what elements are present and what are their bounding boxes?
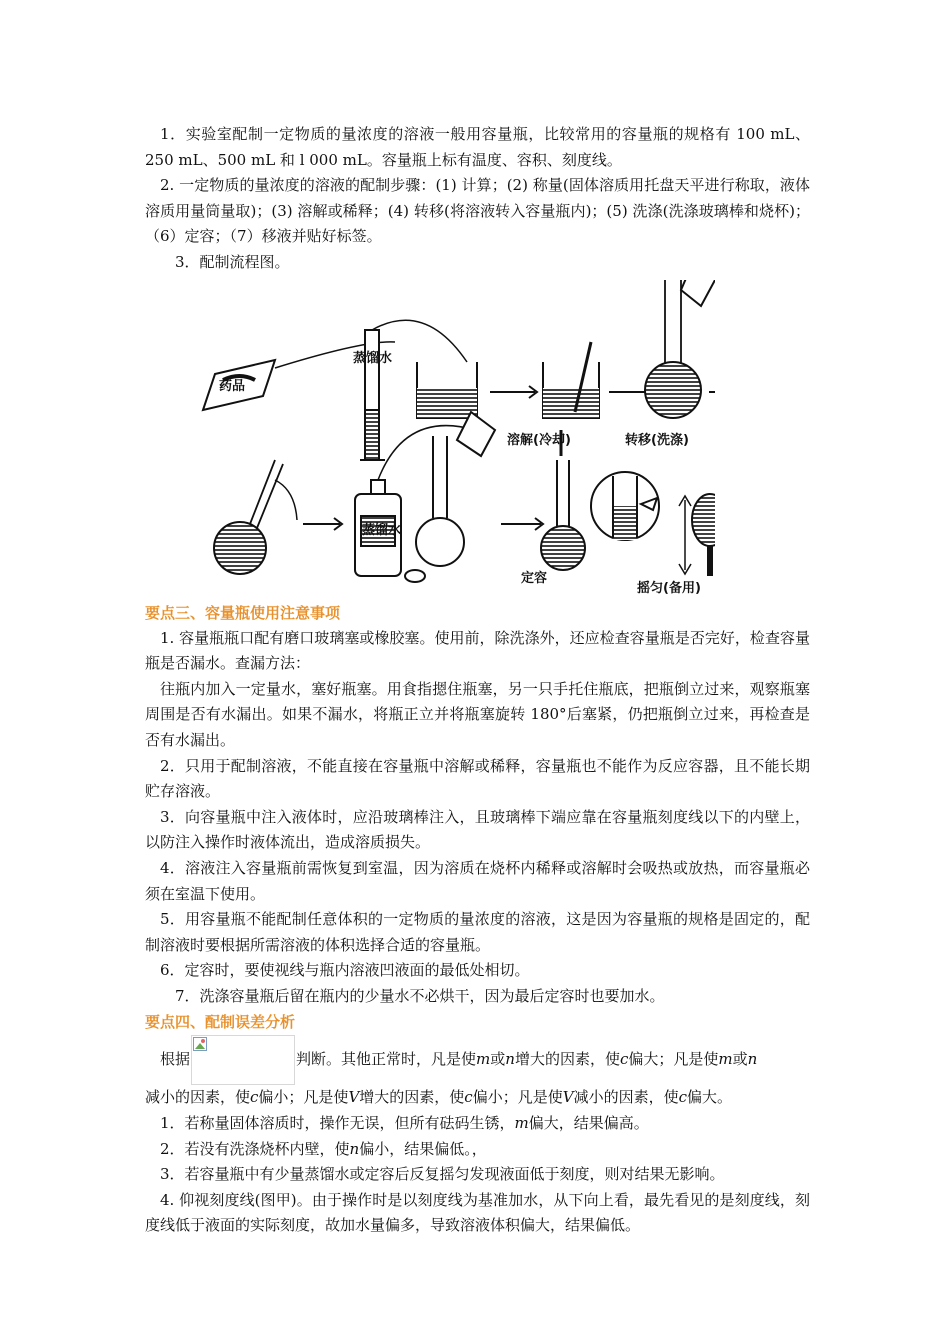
intro-paragraph-1: 1．实验室配制一定物质的量浓度的溶液一般用容量瓶，比较常用的容量瓶的规格有 100 mL、250 mL、500 mL 和 l 000 mL。容量瓶上标有温度、容积、刻度线。 bbox=[145, 125, 810, 169]
lead-text-a: 根据 bbox=[160, 1050, 191, 1069]
section4-lead: 根据 判断。其他正常时，凡是使m或n增大的因素，使c偏大；凡是使m或n bbox=[145, 1035, 810, 1085]
section3-item-3: 3．向容量瓶中注入液体时，应沿玻璃棒注入，且玻璃棒下端应靠在容量瓶刻度线以下的内壁上，以防注入操作时液体流出，造成溶质损失。 bbox=[145, 807, 810, 852]
intro-paragraph-2: 2. 一定物质的量浓度的溶液的配制步骤：(1) 计算；(2) 称量(固体溶质用托盘天平进行称取，液体溶质用量筒量取)；(3) 溶解或稀释；(4) 转移(将溶液转入容量瓶内)；(5) 洗涤(洗涤玻璃棒和烧杯)；（6）定容；（7）移液并贴好标签。 bbox=[145, 176, 810, 246]
formula-image bbox=[191, 1035, 295, 1085]
section4-lead-cont: 减小的因素，使c偏小；凡是使V增大的因素，使c偏小；凡是使V减小的因素，使c偏大。 bbox=[145, 1088, 732, 1107]
section3-item-1: 1. 容量瓶瓶口配有磨口玻璃塞或橡胶塞。使用前，除洗涤外，还应检查容量瓶是否完好，检查容量瓶是否漏水。查漏方法： bbox=[145, 628, 810, 673]
section3-item-5: 5．用容量瓶不能配制任意体积的一定物质的量浓度的溶液，这是因为容量瓶的规格是固定的，配制溶液时要根据所需溶液的体积选择合适的容量瓶。 bbox=[145, 910, 810, 954]
label-distilled-water: 蒸馏水 bbox=[353, 350, 393, 366]
label-set-volume: 定容 bbox=[521, 570, 548, 586]
meniscus-detail bbox=[591, 472, 659, 540]
section3-item-1-method: 往瓶内加入一定量水，塞好瓶塞。用食指摁住瓶塞，另一只手托住瓶底，把瓶倒立过来，观察瓶塞周围是否有水漏出。如果不漏水，将瓶正立并将瓶塞旋转 180°后塞紧，仍把瓶倒立过来，再检查是否有水漏出。 bbox=[145, 679, 810, 749]
label-shake: 摇匀(备用) bbox=[637, 580, 701, 596]
section4-item-4: 4. 仰视刻度线(图甲)。由于操作时是以刻度线为基准加水，从下向上看，最先看见的是刻度线，刻度线低于液面的实际刻度，故加水量偏多，导致溶液体积偏大，结果偏低。 bbox=[145, 1190, 810, 1235]
graduated-cylinder bbox=[360, 330, 385, 460]
flow-diagram bbox=[195, 280, 715, 600]
beaker-2 bbox=[543, 342, 599, 418]
intro-paragraph-3: 3．配制流程图。 bbox=[175, 252, 290, 271]
volumetric-flask-3 bbox=[541, 430, 585, 570]
volumetric-flask-2 bbox=[405, 412, 495, 582]
section4-item-3: 3．若容量瓶中有少量蒸馏水或定容后反复摇匀发现液面低于刻度，则对结果无影响。 bbox=[160, 1165, 725, 1184]
label-transfer: 转移(洗涤) bbox=[625, 432, 689, 448]
label-bottle: 蒸馏水 bbox=[362, 522, 402, 538]
section4-item-1: 1．若称量固体溶质时，操作无误，但所有砝码生锈，m偏大，结果偏高。 bbox=[160, 1114, 649, 1133]
inverted-flask bbox=[214, 460, 297, 574]
broken-image-icon bbox=[193, 1037, 207, 1051]
section4-item-2: 2．若没有洗涤烧杯内壁，使n偏小，结果偏低。， bbox=[160, 1139, 487, 1158]
label-dissolve: 溶解(冷却) bbox=[507, 432, 571, 448]
section3-heading: 要点三、容量瓶使用注意事项 bbox=[145, 603, 341, 622]
preparation-flow-figure bbox=[145, 280, 810, 600]
section3-item-7: 7．洗涤容量瓶后留在瓶内的少量水不必烘干，因为最后定容时也要加水。 bbox=[175, 986, 665, 1005]
volumetric-flask-1 bbox=[645, 280, 715, 418]
document-page bbox=[145, 122, 810, 1239]
label-paper: 药品 bbox=[219, 378, 246, 394]
shaking-flask bbox=[692, 494, 715, 576]
section4-heading: 要点四、配制误差分析 bbox=[145, 1013, 296, 1032]
section3-item-2: 2．只用于配制溶液，不能直接在容量瓶中溶解或稀释，容量瓶也不能作为反应容器，且不能长期贮存溶液。 bbox=[145, 756, 810, 801]
section3-item-4: 4．溶液注入容量瓶前需恢复到室温，因为溶质在烧杯内稀释或溶解时会吸热或放热，而容量瓶必须在室温下使用。 bbox=[145, 858, 810, 903]
beaker-1 bbox=[417, 362, 477, 418]
shake-arrow bbox=[679, 496, 691, 574]
section3-item-6: 6．定容时，要使视线与瓶内溶液凹液面的最低处相切。 bbox=[160, 961, 530, 980]
